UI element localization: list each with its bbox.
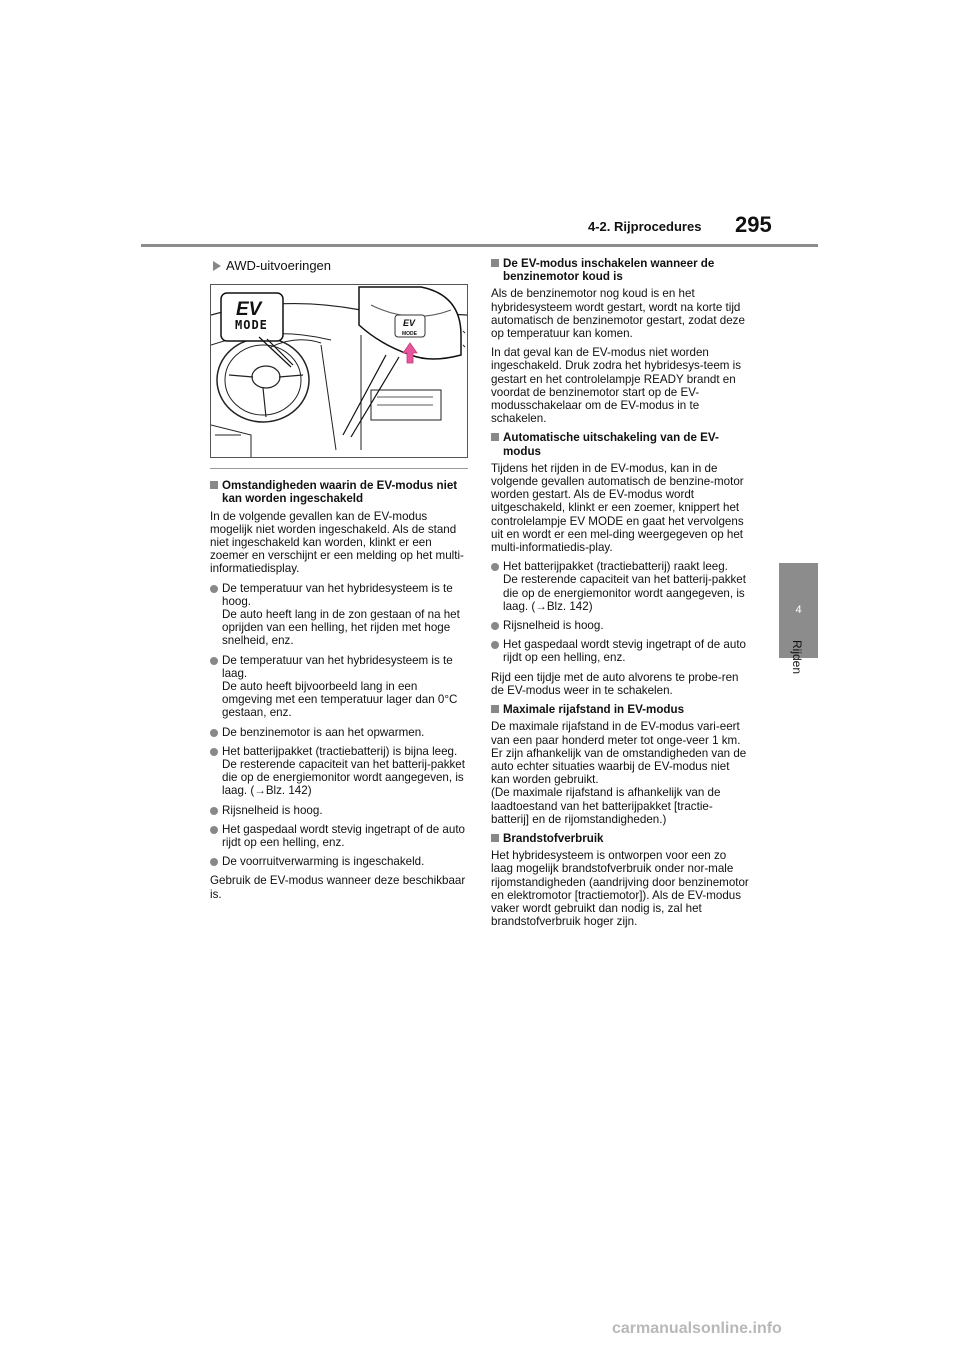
dashboard-drawing [211, 285, 467, 457]
bullet-icon [491, 641, 499, 649]
illustration-divider [210, 468, 468, 469]
bullet-item: De voorruitverwarming is ingeschakeld. [210, 855, 468, 868]
bullet-item: Rijsnelheid is hoog. [210, 804, 468, 817]
square-marker-icon [491, 705, 499, 713]
bullet-icon [210, 585, 218, 593]
dashboard-illustration [210, 284, 468, 458]
bullet-icon [491, 622, 499, 630]
bullet-item: Rijsnelheid is hoog. [491, 619, 749, 632]
paragraph: In dat geval kan de EV-modus niet worden ingeschakeld. Druk zodra het hybridesys-teem is gestart en het controlelampje READY brandt en voordat de benzinemotor start op de EV-modusschakelaar om de EV-modus in te schakelen. [491, 346, 742, 426]
section-title: 4-2. Rijprocedures [588, 219, 702, 234]
bullet-item: Het batterijpakket (tractiebatterij) is bijna leeg. De resterende capaciteit van het batterij-pakket die op de energiemonitor wordt aangegeven, is laag. (→Blz. 142) [210, 745, 468, 798]
bullet-icon [210, 826, 218, 834]
bullet-icon [210, 657, 218, 665]
header-rule [141, 244, 818, 247]
square-marker-icon [491, 433, 499, 441]
triangle-marker-icon [213, 261, 221, 271]
bullet-item: De temperatuur van het hybridesysteem is te laag. De auto heeft bijvoorbeeld lang in een omgeving met een temperatuur lager dan 0°C gestaan, enz. [210, 654, 468, 720]
svg-text:EV: EV [236, 299, 262, 321]
paragraph: Als de benzinemotor nog koud is en het hybridesysteem wordt gestart, wordt na korte tijd automatisch de benzinemotor gestart, zodat deze op temperatuur kan komen. [491, 287, 745, 341]
paragraph: Gebruik de EV-modus wanneer deze beschikbaar is. [210, 874, 466, 901]
heading-fuel-consumption: Brandstofverbruik [491, 832, 749, 845]
bullet-item: De temperatuur van het hybridesysteem is te hoog. De auto heeft lang in de zon gestaan of na het oprijden van een helling, het rijden met hoge snelheid, enz. [210, 582, 468, 648]
square-marker-icon [491, 834, 499, 842]
heading-max-distance: Maximale rijafstand in EV-modus [491, 703, 749, 716]
bullet-icon [491, 563, 499, 571]
heading-cold-engine: De EV-modus inschakelen wanneer de benzinemotor koud is [491, 257, 749, 283]
square-marker-icon [491, 259, 499, 267]
bullet-item: De benzinemotor is aan het opwarmen. [210, 726, 468, 739]
paragraph: De maximale rijafstand in de EV-modus vari-eert van een paar honderd meter tot onge-veer 1 km. Er zijn afhankelijk van de omstandigheden van de auto echter situaties waarbij de EV-modus niet kan worden gebruikt. (De maximale rijafstand is afhankelijk van de laadtoestand van het batterijpakket [tractie-batterij] en de rijomstandigheden.) [491, 720, 747, 826]
paragraph: Rijd een tijdje met de auto alvorens te probe-ren de EV-modus weer in te schakelen. [491, 670, 739, 697]
heading-ev-not-available: Omstandigheden waarin de EV-modus niet kan worden ingeschakeld [210, 479, 468, 505]
bullet-icon [210, 729, 218, 737]
bullet-icon [210, 807, 218, 815]
bullet-item: Het gaspedaal wordt stevig ingetrapt of de auto rijdt op een helling, enz. [210, 823, 468, 849]
heading-auto-cancel: Automatische uitschakeling van de EV-modus [491, 431, 749, 457]
paragraph: In de volgende gevallen kan de EV-modus mogelijk niet worden ingeschakeld. Als de stand niet ingeschakeld kan worden, klinkt er een zoemer en verschijnt er een melding op het multi-informatiedisplay. [210, 509, 464, 576]
bullet-item: Het gaspedaal wordt stevig ingetrapt of de auto rijdt op een helling, enz. [491, 638, 749, 664]
svg-text:EV: EV [403, 318, 416, 329]
left-column [210, 257, 468, 907]
watermark: carmanualsonline.info [612, 1320, 782, 1337]
chapter-title: Rijden [790, 640, 804, 675]
bullet-icon [210, 858, 218, 866]
page-number: 295 [735, 212, 772, 237]
square-marker-icon [210, 481, 218, 489]
right-column [491, 257, 749, 934]
variant-heading: AWD-uitvoeringen [210, 259, 468, 272]
chapter-tab: 4 [779, 563, 818, 658]
ev-badge-mode-text: MODE [235, 318, 268, 333]
ev-button-mode-text: MODE [402, 331, 417, 338]
bullet-icon [210, 748, 218, 756]
bullet-item: Het batterijpakket (tractiebatterij) raakt leeg. De resterende capaciteit van het batterij-pakket die op de energiemonitor wordt aangegeven, is laag. (→Blz. 142) [491, 560, 749, 613]
paragraph: Tijdens het rijden in de EV-modus, kan in de volgende gevallen automatisch de benzine-motor worden gestart. Als de EV-modus wordt uitgeschakeld, klinkt er een zoemer, knippert het controlelampje EV MODE en gaat het vervolgens uit en wordt er een mel-ding weergegeven op het multi-informatiedis-play. [491, 461, 744, 555]
paragraph: Het hybridesysteem is ontworpen voor een zo laag mogelijk brandstofverbruik onder nor-male rijomstandigheden (aandrijving door benzinemotor en elektromotor [tractiemotor]). Als de EV-modus vaker wordt gebruikt dan nodig is, zal het brandstofverbruik hoger zijn. [491, 849, 749, 929]
